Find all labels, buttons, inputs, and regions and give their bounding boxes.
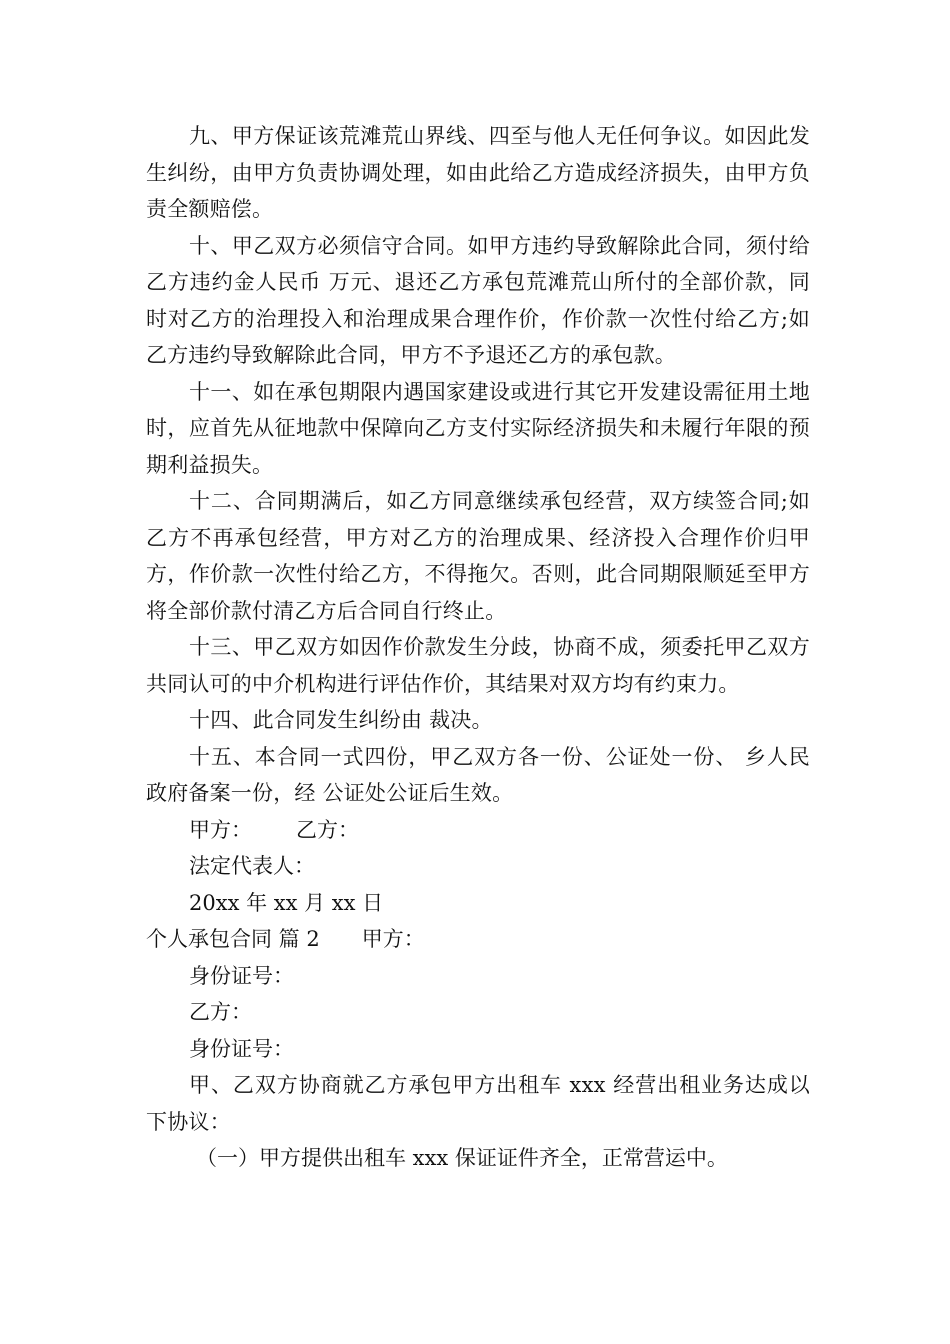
section-2-party-a-label: 甲方： [361,927,425,951]
agreement-item-1: （一）甲方提供出租车 xxx 保证证件齐全，正常营运中。 [196,1146,728,1170]
section-2-title: 个人承包合同 篇 2 [146,927,320,951]
section-2-party-b-label: 乙方： [189,1000,252,1024]
clause-15: 十五、本合同一式四份，甲乙双方各一份、公证处一份、 乡人民政府备案一份，经 公证处公证后生效。 [146,744,810,805]
clause-13: 十三、甲乙双方如因作价款发生分歧，协商不成，须委托甲乙双方共同认可的中介机构进行评估作价，其结果对双方均有约束力。 [146,635,810,696]
legal-representative-label: 法定代表人： [189,854,315,878]
clause-10: 十、甲乙双方必须信守合同。如甲方违约导致解除此合同，须付给乙方违约金人民币 万元、退还乙方承包荒滩荒山所付的全部价款，同时对乙方的治理投入和治理成果合理作价，作价款一次性付给乙方;如乙方违约导致解除此合同，甲方不予退还乙方的承包款。 [146,233,810,367]
signature-date: 20xx 年 xx 月 xx 日 [189,890,384,915]
clause-12: 十二、合同期满后，如乙方同意继续承包经营，双方续签合同;如乙方不再承包经营，甲方对乙方的治理成果、经济投入合理作价归甲方，作价款一次性付给乙方，不得拖欠。否则，此合同期限顺延至甲方将全部价款付清乙方后合同自行终止。 [146,489,810,623]
section-2-heading [146,921,810,958]
clause-9: 九、甲方保证该荒滩荒山界线、四至与他人无任何争议。如因此发生纠纷，由甲方负责协调处理，如由此给乙方造成经济损失，由甲方负责全额赔偿。 [146,124,810,221]
clause-11: 十一、如在承包期限内遇国家建设或进行其它开发建设需征用土地时，应首先从征地款中保障向乙方支付实际经济损失和未履行年限的预期利益损失。 [146,379,810,477]
document-page [146,118,810,1177]
party-b-label: 乙方： [296,817,359,842]
id-number-b-label: 身份证号： [189,1036,294,1061]
party-a-label: 甲方： [189,817,252,842]
clause-14: 十四、此合同发生纠纷由 裁决。 [189,708,493,732]
signature-parties [146,812,810,849]
agreement-intro: 甲、乙双方协商就乙方承包甲方出租车 xxx 经营出租业务达成以下协议： [146,1073,810,1134]
id-number-a-label: 身份证号： [189,963,294,988]
